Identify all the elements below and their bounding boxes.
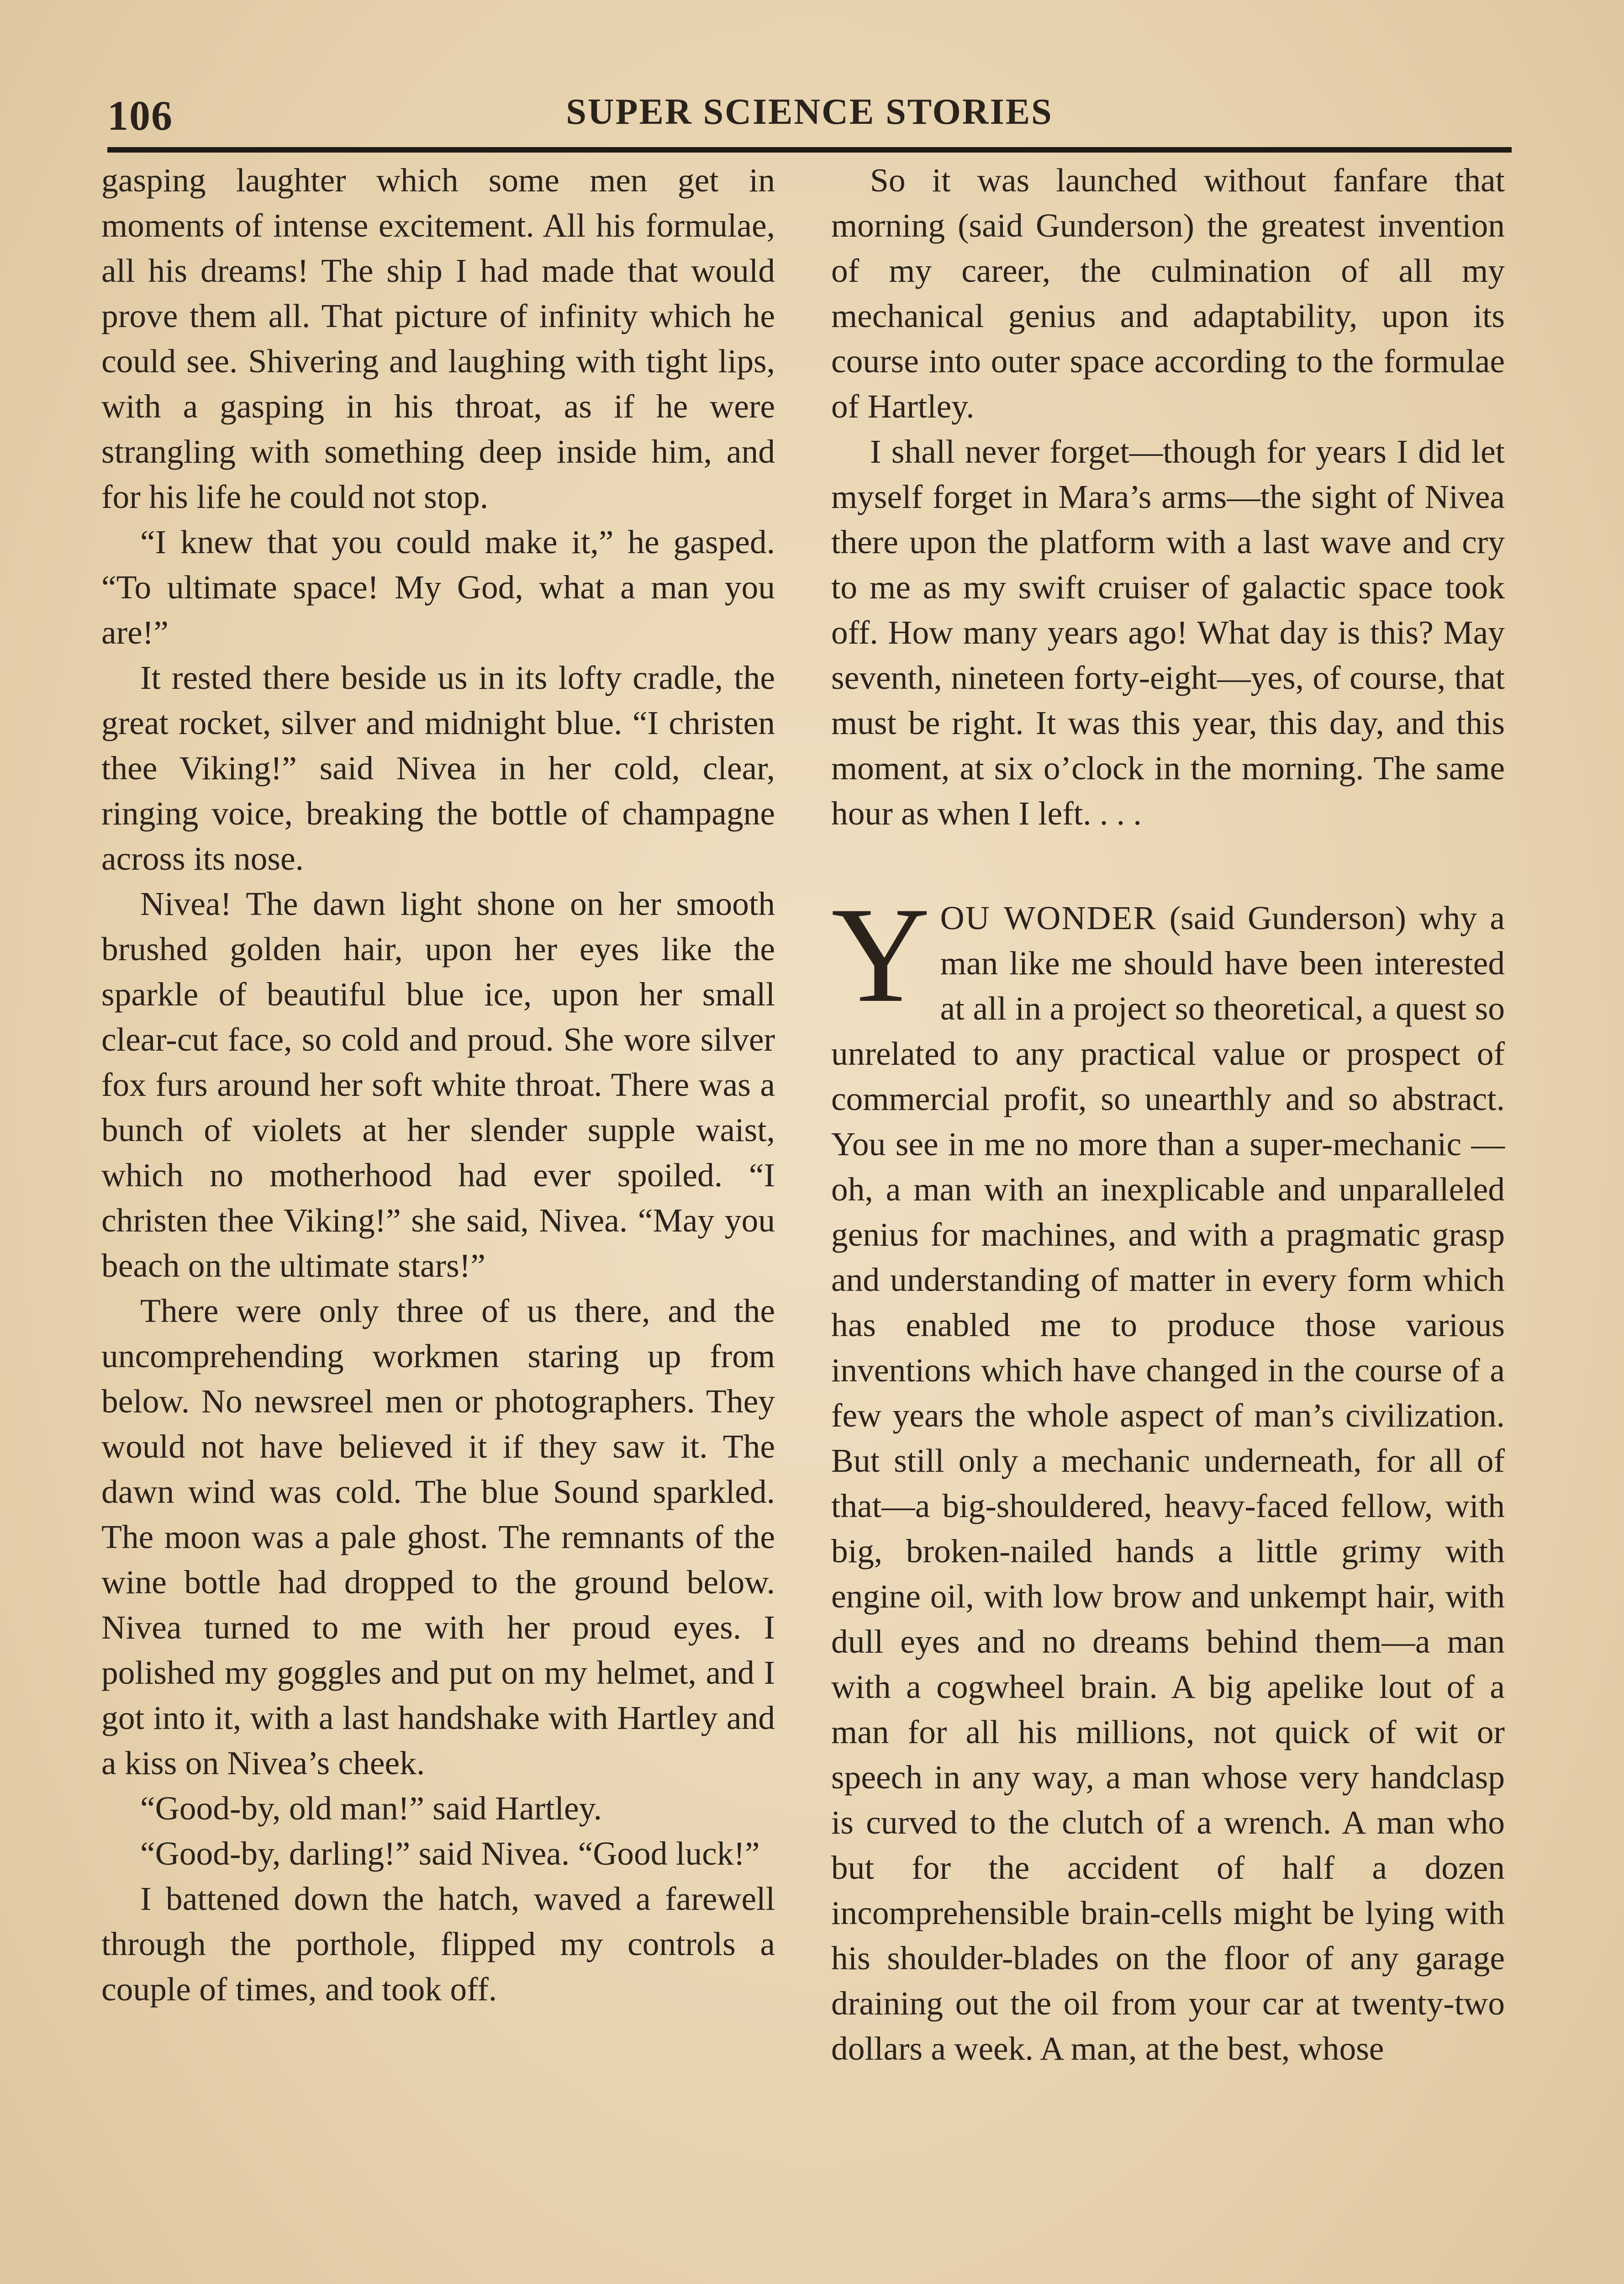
page-number: 106 [107,92,173,139]
paragraph: I battened down the hatch, waved a farewell through the porthole, flipped my controls a couple of times, and took off. [101,1880,775,2008]
page-header [107,91,1512,146]
right-column [831,158,1505,2071]
paragraph: “Good-by, old man!” said Hartley. [140,1790,602,1827]
paragraph: Nivea! The dawn light shone on her smooth brushed golden hair, upon her eyes like the sparkle of beautiful blue ice, upon her small clear-cut face, so cold and proud. She wore silver fox furs around her soft white throat. There was a bunch of violets at her slender supple waist, which no motherhood had ever spoiled. “I christen thee Viking!” she said, Nivea. “May you beach on the ultimate stars!” [101,885,775,1284]
paragraph: So it was launched without fanfare that morning (said Gunderson) the greatest invention of my career, the culmination of all my mechanical genius and adaptability, upon its course into outer space according to the formulae of Hartley. [831,162,1505,425]
lead-in: OU WONDER [940,899,1157,936]
paragraph: There were only three of us there, and the uncomprehending workmen staring up from below. No newsreel men or photographers. They would not have believed it if they saw it. The dawn wind was cold. The blue Sound sparkled. The moon was a pale ghost. The remnants of the wine bottle had dropped to the ground below. Nivea turned to me with her proud eyes. I polished my goggles and put on my helmet, and I got into it, with a last handshake with Hartley and a kiss on Nivea’s cheek. [101,1292,775,1782]
header-rule [107,147,1512,153]
running-title: SUPER SCIENCE STORIES [566,92,1053,132]
drop-cap: Y [831,879,930,1031]
paragraph: gasping laughter which some men get in moments of intense excitement. All his formulae, all his dreams! The ship I had made that would prove them all. That picture of infinity which he could see. Shivering and laughing with tight lips, with a gasping in his throat, as if he were strangling with something deep inside him, and for his life he could not stop. [101,162,775,515]
section-text: (said Gunderson) why a man like me should have been interested at all in a project so theoretical, a quest so unrelated to any practical value or prospect of commercial profit, so unearthly and so abstract. You see in me no more than a super-mechanic —oh, a man with an inexplicable and unparalleled genius for machines, and with a pragmatic grasp and understanding of matter in every form which has enabled me to produce those various inventions which have changed in the course of a few years the whole aspect of man’s civilization. But still only a mechanic underneath, for all of that—a big-shouldered, heavy-faced fellow, with big, broken-nailed hands a little grimy with engine oil, with low brow and unkempt hair, with dull eyes and no dreams behind them—a man with a cogwheel brain. A big apelike lout of a man for all his millions, not quick of wit or speech in any way, a man whose very handclasp is curved to the clutch of a wrench. A man who but for the accident of half a dozen incomprehensible brain-cells might be lying with his shoulder-blades on the floor of any garage draining out the oil from your car at twenty-two dollars a week. A man, at the best, whose [831,899,1505,2067]
paragraph: I shall never forget—though for years I did let myself forget in Mara’s arms—the sight of Nivea there upon the platform with a last wave and cry to me as my swift cruiser of galactic space took off. How many years ago! What day is this? May seventh, nineteen forty-eight—yes, of course, that must be right. It was this year, this day, and this moment, at six o’clock in the morning. The same hour as when I left. . . . [831,433,1505,832]
paragraph: “Good-by, darling!” said Nivea. “Good luck!” [140,1835,760,1872]
paragraph: It rested there beside us in its lofty cradle, the great rocket, silver and midnight blue. “I christen thee Viking!” said Nivea in her cold, clear, ringing voice, breaking the bottle of champagne across its nose. [101,659,775,877]
paragraph: “I knew that you could make it,” he gasped. “To ultimate space! My God, what a man you are!” [101,523,775,651]
section-opening-paragraph [831,879,1505,2071]
left-column [101,158,775,2012]
